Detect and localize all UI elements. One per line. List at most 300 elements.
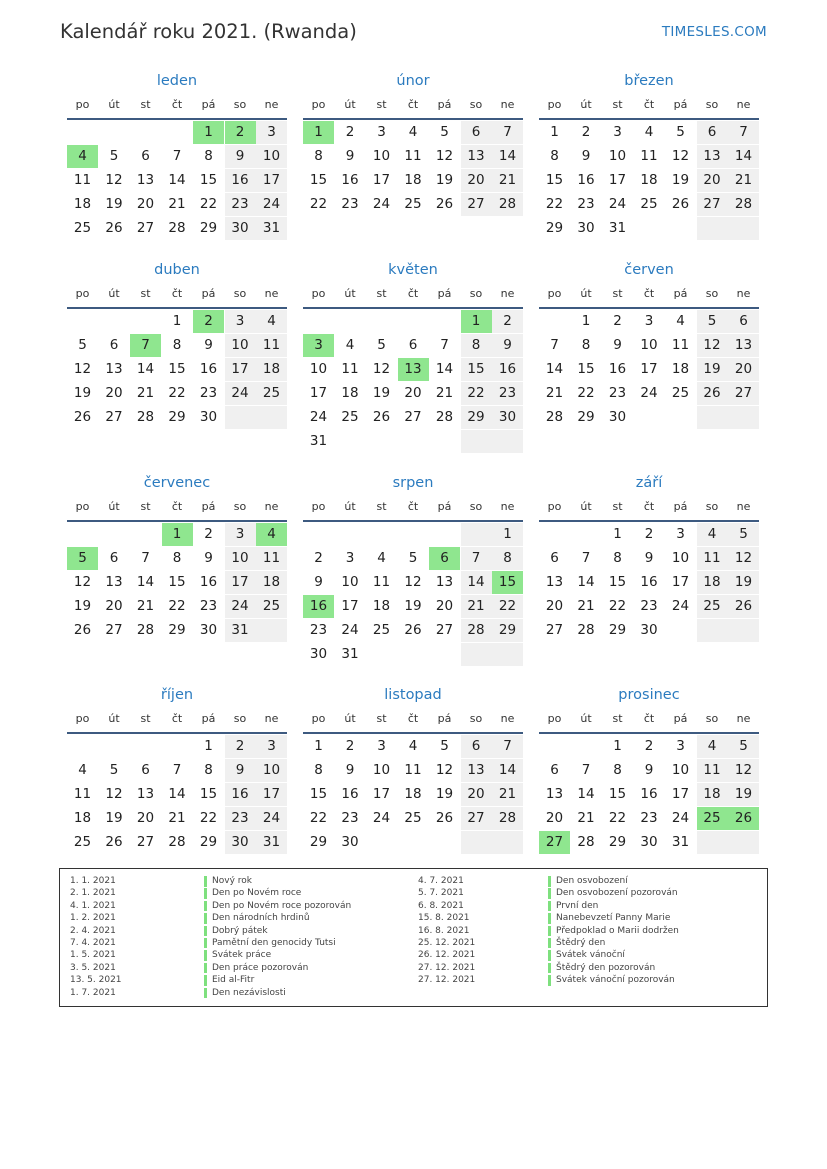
day-cell: 19	[435, 172, 454, 188]
day-cell: 27	[136, 220, 155, 236]
day-cell: 7	[550, 337, 559, 353]
weekday-label: st	[140, 287, 151, 300]
day-cell: 22	[545, 196, 564, 212]
day-cell: 11	[697, 547, 728, 570]
day-cell: 3	[613, 124, 622, 140]
holiday-name: Eid al-Fitr	[212, 975, 255, 986]
day-cell: 27	[461, 807, 492, 830]
weekday-label: st	[140, 712, 151, 725]
holiday-name: Nanebevzetí Panny Marie	[556, 913, 671, 924]
day-cell: 25	[404, 196, 422, 212]
day-cell: 15	[168, 574, 186, 590]
day-cell: 27	[105, 409, 123, 425]
day-cell: 16	[577, 172, 595, 188]
day-cell: 1	[172, 313, 182, 329]
day-cell: 26	[697, 382, 728, 405]
weekday-label: čt	[643, 287, 655, 300]
day-cell: 3	[377, 124, 386, 140]
day-cell: 25	[256, 595, 287, 618]
day-cell: 29	[461, 406, 492, 429]
day-cell: 8	[314, 148, 323, 164]
day-cell: 17	[256, 783, 287, 806]
day-cell: 27	[697, 193, 728, 216]
day-cell: 12	[697, 334, 728, 357]
day-cell: 10	[372, 148, 391, 164]
day-cell: 19	[697, 358, 728, 381]
weekday-label: so	[705, 500, 719, 513]
day-cell: 14	[577, 786, 595, 802]
day-cell: 17	[225, 571, 256, 594]
day-cell: 7	[492, 735, 523, 758]
day-cell: 25	[697, 595, 728, 618]
day-cell: 20	[461, 783, 492, 806]
holiday-name: Den po Novém roce pozorován	[212, 900, 352, 911]
holiday-date: 5. 7. 2021	[418, 888, 464, 899]
day-cell: 9	[204, 550, 213, 566]
weekday-label: po	[547, 98, 562, 111]
day-cell: 11	[372, 574, 391, 590]
day-cell: 2	[225, 121, 256, 144]
weekend-blank	[461, 430, 492, 453]
day-cell: 30	[577, 220, 595, 236]
weekday-label: pá	[201, 712, 216, 725]
day-cell: 28	[461, 619, 492, 642]
weekday-label: po	[547, 287, 562, 300]
day-cell: 2	[613, 313, 622, 329]
day-cell: 22	[309, 810, 328, 826]
day-cell: 22	[461, 382, 492, 405]
holiday-marker-icon	[204, 926, 207, 937]
legend-item	[70, 912, 410, 924]
day-cell: 14	[492, 759, 523, 782]
weekday-label: ne	[736, 712, 751, 725]
day-cell: 7	[130, 334, 161, 357]
weekday-label: čt	[407, 712, 419, 725]
month-name: listopad	[384, 687, 442, 703]
day-cell: 24	[372, 810, 391, 826]
holiday-name: Den národních hrdinů	[212, 913, 310, 924]
holiday-marker-icon	[204, 888, 207, 899]
day-cell: 17	[640, 361, 658, 377]
day-cell: 21	[492, 169, 523, 192]
day-cell: 20	[697, 169, 728, 192]
legend-item	[418, 875, 758, 887]
day-cell: 16	[199, 574, 218, 590]
day-cell: 28	[492, 193, 523, 216]
day-cell: 26	[105, 834, 123, 850]
day-cell: 23	[309, 622, 328, 638]
holiday-marker-icon	[204, 913, 207, 924]
weekday-label: so	[469, 712, 483, 725]
weekday-label: so	[469, 500, 483, 513]
holiday-date: 7. 4. 2021	[70, 937, 116, 948]
day-cell: 26	[105, 220, 123, 236]
legend-item	[418, 912, 758, 924]
day-cell: 26	[73, 409, 92, 425]
weekday-label: út	[344, 98, 356, 111]
weekend-blank	[697, 831, 728, 854]
day-cell: 15	[309, 172, 328, 188]
weekend-blank	[256, 406, 287, 429]
day-cell: 4	[697, 735, 728, 758]
weekday-label: ne	[500, 712, 515, 725]
weekday-label: st	[376, 500, 387, 513]
day-cell: 15	[608, 786, 627, 802]
day-cell: 31	[256, 831, 287, 854]
day-cell: 5	[78, 337, 87, 353]
day-cell: 23	[492, 382, 523, 405]
weekday-label: út	[344, 712, 356, 725]
day-cell: 13	[105, 361, 123, 377]
month-name: prosinec	[618, 687, 680, 703]
day-cell: 13	[545, 574, 564, 590]
day-cell: 7	[461, 547, 492, 570]
holiday-marker-icon	[204, 975, 207, 986]
weekday-label: so	[469, 98, 483, 111]
day-cell: 9	[314, 574, 323, 590]
day-cell: 31	[671, 834, 690, 850]
day-cell: 8	[550, 148, 559, 164]
day-cell: 1	[314, 738, 323, 754]
day-cell: 10	[608, 148, 627, 164]
day-cell: 26	[435, 196, 454, 212]
day-cell: 18	[697, 783, 728, 806]
day-cell: 28	[168, 834, 186, 850]
day-cell: 19	[435, 786, 454, 802]
weekday-label: pá	[673, 500, 688, 513]
day-cell: 9	[345, 148, 355, 164]
weekend-blank	[697, 406, 728, 429]
day-cell: 22	[577, 385, 595, 401]
day-cell: 12	[671, 148, 690, 164]
day-cell: 10	[671, 550, 690, 566]
weekday-label: ne	[500, 287, 515, 300]
day-cell: 7	[141, 550, 150, 566]
legend-item	[418, 900, 758, 912]
weekday-header	[67, 287, 287, 303]
weekday-label: po	[547, 500, 562, 513]
day-cell: 4	[345, 337, 355, 353]
holiday-name: Den po Novém roce	[212, 888, 302, 899]
weekend-blank	[697, 217, 728, 240]
weekday-label: so	[705, 712, 719, 725]
day-cell: 9	[581, 148, 591, 164]
day-cell: 6	[141, 148, 150, 164]
day-cell: 22	[608, 598, 627, 614]
weekday-header	[303, 500, 523, 516]
weekday-label: so	[705, 287, 719, 300]
day-cell: 16	[492, 358, 523, 381]
day-cell: 2	[492, 310, 523, 333]
day-cell: 11	[73, 172, 92, 188]
month-name: září	[635, 475, 663, 491]
holiday-date: 3. 5. 2021	[70, 962, 116, 973]
day-cell: 5	[440, 124, 449, 140]
weekday-header	[539, 712, 759, 728]
day-cell: 29	[608, 622, 627, 638]
day-cell: 31	[309, 433, 328, 449]
weekday-label: út	[108, 712, 120, 725]
day-cell: 9	[492, 334, 523, 357]
day-cell: 8	[461, 334, 492, 357]
legend-item	[418, 974, 758, 986]
legend-item	[70, 949, 410, 961]
day-cell: 22	[199, 810, 218, 826]
weekday-label: ne	[500, 500, 515, 513]
holiday-name: Svátek vánoční	[556, 950, 625, 961]
weekend-blank	[492, 831, 523, 854]
day-cell: 3	[676, 526, 685, 542]
day-cell: 1	[613, 526, 622, 542]
header-divider	[303, 307, 523, 309]
day-cell: 25	[73, 834, 92, 850]
day-cell: 25	[256, 382, 287, 405]
day-cell: 18	[256, 358, 287, 381]
day-cell: 17	[372, 786, 391, 802]
day-cell: 29	[492, 619, 523, 642]
day-cell: 20	[545, 810, 564, 826]
day-cell: 2	[345, 738, 355, 754]
weekday-label: čt	[643, 712, 655, 725]
day-cell: 6	[408, 337, 418, 353]
holiday-date: 27. 12. 2021	[418, 975, 476, 986]
day-cell: 23	[608, 385, 627, 401]
holiday-name: Den osvobození	[556, 876, 628, 886]
day-cell: 6	[461, 121, 492, 144]
day-cell: 30	[608, 409, 627, 425]
holiday-marker-icon	[204, 876, 207, 887]
day-cell: 17	[309, 385, 328, 401]
day-cell: 30	[225, 217, 256, 240]
day-cell: 6	[550, 550, 559, 566]
day-cell: 3	[676, 738, 685, 754]
day-cell: 2	[225, 735, 256, 758]
holiday-date: 4. 7. 2021	[418, 876, 464, 886]
weekday-label: ne	[264, 287, 279, 300]
day-cell: 1	[303, 121, 334, 144]
day-cell: 24	[309, 409, 328, 425]
day-cell: 5	[728, 735, 759, 758]
weekday-label: po	[75, 500, 90, 513]
day-cell: 14	[168, 172, 186, 188]
day-cell: 20	[435, 598, 454, 614]
day-cell: 20	[404, 385, 422, 401]
day-cell: 6	[429, 547, 460, 570]
day-cell: 1	[193, 121, 224, 144]
weekday-label: út	[580, 98, 592, 111]
day-cell: 12	[728, 759, 759, 782]
holiday-date: 1. 5. 2021	[70, 950, 116, 961]
day-cell: 2	[204, 526, 213, 542]
weekday-header	[303, 712, 523, 728]
day-cell: 3	[256, 121, 287, 144]
day-cell: 26	[728, 595, 759, 618]
month-name: březen	[624, 73, 674, 89]
holiday-marker-icon	[548, 975, 551, 986]
day-cell: 6	[550, 762, 559, 778]
holiday-name: Nový rok	[212, 876, 252, 886]
day-cell: 28	[577, 622, 595, 638]
day-cell: 22	[309, 196, 328, 212]
day-cell: 31	[225, 619, 256, 642]
day-cell: 27	[105, 622, 123, 638]
weekday-label: st	[612, 500, 623, 513]
day-cell: 2	[345, 124, 355, 140]
day-cell: 23	[341, 196, 359, 212]
day-cell: 16	[199, 361, 218, 377]
weekday-label: po	[547, 712, 562, 725]
legend-item	[70, 937, 410, 949]
day-cell: 9	[644, 550, 654, 566]
day-cell: 27	[435, 622, 454, 638]
day-cell: 24	[256, 807, 287, 830]
day-cell: 6	[109, 550, 119, 566]
day-cell: 15	[168, 361, 186, 377]
day-cell: 18	[73, 196, 92, 212]
day-cell: 26	[435, 810, 454, 826]
day-cell: 15	[461, 358, 492, 381]
day-cell: 21	[577, 598, 595, 614]
holiday-date: 2. 4. 2021	[70, 925, 116, 936]
day-cell: 21	[435, 385, 454, 401]
legend-column-left	[70, 875, 410, 999]
day-cell: 29	[545, 220, 564, 236]
day-cell: 14	[577, 574, 595, 590]
day-cell: 23	[341, 810, 359, 826]
day-cell: 28	[577, 834, 595, 850]
day-cell: 4	[676, 313, 685, 329]
weekday-label: út	[344, 500, 356, 513]
day-cell: 13	[136, 786, 155, 802]
holiday-name: Předpoklad o Marii dodržen	[556, 925, 679, 936]
day-cell: 2	[644, 526, 654, 542]
weekday-label: čt	[407, 500, 419, 513]
holiday-date: 16. 8. 2021	[418, 925, 470, 936]
day-cell: 16	[608, 361, 627, 377]
holiday-marker-icon	[204, 901, 207, 912]
day-cell: 19	[73, 385, 92, 401]
brand-link[interactable]: TIMESLES.COM	[661, 24, 767, 40]
holiday-marker-icon	[204, 988, 207, 999]
day-cell: 8	[613, 762, 622, 778]
day-cell: 27	[545, 622, 564, 638]
day-cell: 5	[728, 523, 759, 546]
holiday-date: 2. 1. 2021	[70, 888, 116, 899]
day-cell: 31	[256, 217, 287, 240]
day-cell: 17	[225, 358, 256, 381]
month-name: červen	[624, 262, 674, 278]
day-cell: 11	[256, 334, 287, 357]
day-cell: 12	[372, 361, 391, 377]
day-cell: 23	[577, 196, 595, 212]
day-cell: 11	[404, 762, 422, 778]
day-cell: 21	[545, 385, 564, 401]
holiday-marker-icon	[548, 950, 551, 961]
weekday-label: st	[612, 712, 623, 725]
day-cell: 29	[608, 834, 627, 850]
day-cell: 15	[309, 786, 328, 802]
day-cell: 10	[256, 145, 287, 168]
day-cell: 24	[256, 193, 287, 216]
weekday-label: ne	[264, 712, 279, 725]
day-cell: 29	[577, 409, 595, 425]
day-cell: 12	[404, 574, 422, 590]
day-cell: 9	[345, 762, 355, 778]
day-cell: 16	[341, 786, 359, 802]
weekend-blank	[225, 406, 256, 429]
day-cell: 2	[193, 310, 224, 333]
day-cell: 13	[697, 145, 728, 168]
day-cell: 10	[640, 337, 658, 353]
day-cell: 19	[671, 172, 690, 188]
day-cell: 20	[105, 598, 123, 614]
day-cell: 7	[492, 121, 523, 144]
day-cell: 8	[613, 550, 622, 566]
day-cell: 29	[168, 622, 186, 638]
holiday-date: 1. 2. 2021	[70, 913, 116, 924]
day-cell: 13	[105, 574, 123, 590]
weekday-label: ne	[736, 287, 751, 300]
holiday-marker-icon	[548, 901, 551, 912]
day-cell: 5	[377, 337, 386, 353]
day-cell: 24	[671, 810, 690, 826]
holiday-date: 27. 12. 2021	[418, 962, 476, 973]
day-cell: 29	[309, 834, 328, 850]
day-cell: 5	[67, 547, 98, 570]
day-cell: 14	[136, 361, 155, 377]
day-cell: 20	[136, 196, 155, 212]
header-divider	[67, 520, 287, 522]
weekday-label: st	[376, 712, 387, 725]
holiday-date: 1. 7. 2021	[70, 987, 116, 998]
day-cell: 14	[545, 361, 564, 377]
legend-item	[418, 949, 758, 961]
legend-item	[70, 974, 410, 986]
weekday-label: so	[233, 287, 247, 300]
day-cell: 9	[204, 337, 213, 353]
day-cell: 24	[608, 196, 627, 212]
day-cell: 24	[671, 598, 690, 614]
day-cell: 15	[545, 172, 564, 188]
day-cell: 19	[372, 385, 391, 401]
weekday-label: pá	[201, 287, 216, 300]
header-divider	[67, 307, 287, 309]
day-cell: 5	[408, 550, 418, 566]
header-divider	[539, 732, 759, 734]
weekday-label: pá	[437, 287, 452, 300]
day-cell: 7	[172, 762, 182, 778]
weekday-label: út	[580, 287, 592, 300]
day-cell: 22	[199, 196, 218, 212]
day-cell: 21	[728, 169, 759, 192]
weekday-label: út	[580, 500, 592, 513]
weekday-label: st	[612, 98, 623, 111]
day-cell: 2	[581, 124, 591, 140]
weekday-label: ne	[264, 98, 279, 111]
weekday-label: so	[233, 712, 247, 725]
weekday-header	[303, 287, 523, 303]
day-cell: 7	[581, 762, 591, 778]
day-cell: 26	[372, 409, 391, 425]
header-divider	[303, 732, 523, 734]
day-cell: 16	[303, 595, 334, 618]
day-cell: 13	[398, 358, 429, 381]
weekend-blank	[492, 643, 523, 666]
day-cell: 20	[728, 358, 759, 381]
holiday-name: Den práce pozorován	[212, 962, 309, 973]
day-cell: 1	[461, 310, 492, 333]
day-cell: 29	[199, 220, 218, 236]
